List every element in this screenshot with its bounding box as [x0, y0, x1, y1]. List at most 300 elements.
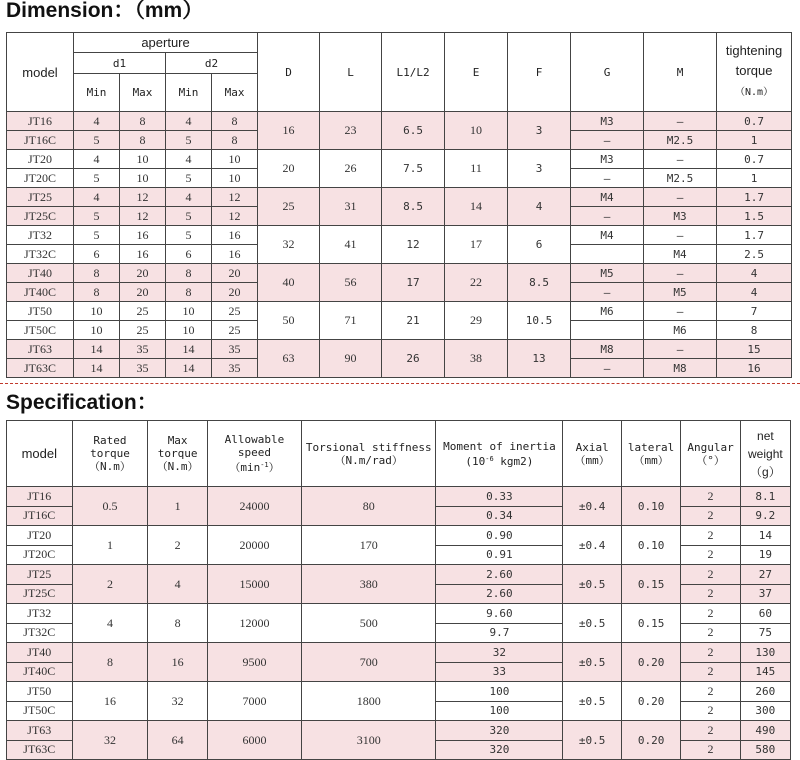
dim-M-cell: —: [644, 226, 717, 245]
spec-row: [7, 526, 791, 546]
dim-d1-min-cell: 5: [74, 169, 120, 188]
spec-inertia-cell: 0.91: [436, 545, 563, 565]
spec-lateral-cell: 0.10: [621, 487, 680, 526]
spec-header-max-label: Max torque: [157, 434, 198, 460]
dim-d2-max-cell: 12: [212, 188, 258, 207]
dim-L1L2-cell: 6.5: [382, 112, 445, 150]
specification-heading: Specification：: [6, 391, 158, 414]
spec-header-model: model: [7, 421, 73, 487]
spec-weight-cell: 9.2: [740, 506, 790, 526]
dim-d2-max-cell: 8: [212, 112, 258, 131]
spec-header-rated-label: Rated torque: [90, 434, 130, 460]
spec-rated-cell: 16: [72, 682, 148, 721]
spec-header-weight-label: net weight: [748, 428, 783, 461]
spec-model-cell: JT63: [7, 721, 73, 741]
dim-torque-cell: 15: [717, 340, 792, 359]
dim-header-D: D: [258, 33, 320, 112]
dim-d2-max-cell: 16: [212, 245, 258, 264]
spec-max-cell: 2: [148, 526, 207, 565]
dim-M-cell: —: [644, 188, 717, 207]
spec-inertia-cell: 0.34: [436, 506, 563, 526]
dim-G-cell: —: [571, 207, 644, 226]
dim-d2-max-cell: 20: [212, 283, 258, 302]
dim-G-cell: —: [571, 169, 644, 188]
spec-header-axial: [563, 421, 621, 487]
spec-stiffness-cell: 170: [302, 526, 436, 565]
spec-header-inertia-unit: ($10^{-6}$ kgm2): [465, 454, 534, 468]
spec-inertia-cell: 33: [436, 662, 563, 682]
dim-row: [7, 264, 792, 283]
spec-max-cell: 64: [148, 721, 207, 760]
dim-model-cell: JT16: [7, 112, 74, 131]
spec-stiffness-cell: 80: [302, 487, 436, 526]
spec-model-cell: JT16C: [7, 506, 73, 526]
dim-d1-max-cell: 12: [120, 207, 166, 226]
spec-stiffness-cell: 1800: [302, 682, 436, 721]
spec-max-cell: 8: [148, 604, 207, 643]
spec-row: [7, 643, 791, 663]
spec-row: [7, 604, 791, 624]
dim-d2-min-cell: 14: [166, 359, 212, 378]
dim-d2-min-cell: 5: [166, 207, 212, 226]
spec-model-cell: JT40: [7, 643, 73, 663]
dim-d2-max-cell: 20: [212, 264, 258, 283]
dim-F-cell: 4: [508, 188, 571, 226]
spec-lateral-cell: 0.20: [621, 682, 680, 721]
dim-d1-min-cell: 4: [74, 150, 120, 169]
dim-header-E: E: [445, 33, 508, 112]
dim-d1-max-cell: 16: [120, 245, 166, 264]
dim-torque-cell: 1.7: [717, 226, 792, 245]
dim-d2-min-cell: 5: [166, 169, 212, 188]
spec-model-cell: JT32: [7, 604, 73, 624]
dim-row: [7, 188, 792, 207]
dimension-heading: Dimension：（mm）: [6, 0, 204, 22]
spec-inertia-cell: 0.90: [436, 526, 563, 546]
spec-weight-cell: 490: [740, 721, 790, 741]
dim-header-d2-max: Max: [212, 74, 258, 112]
dim-d2-min-cell: 8: [166, 264, 212, 283]
dim-header-d2: d2: [166, 53, 258, 74]
dim-model-cell: JT25: [7, 188, 74, 207]
spec-max-cell: 16: [148, 643, 207, 682]
dim-header-d1-min: Min: [74, 74, 120, 112]
dim-F-cell: 13: [508, 340, 571, 378]
dim-row: [7, 340, 792, 359]
spec-angular-cell: 2: [681, 701, 740, 721]
dim-D-cell: 25: [258, 188, 320, 226]
spec-angular-cell: 2: [681, 643, 740, 663]
dim-E-cell: 11: [445, 150, 508, 188]
spec-weight-cell: 300: [740, 701, 790, 721]
spec-axial-cell: ±0.5: [563, 682, 621, 721]
dim-d1-max-cell: 25: [120, 321, 166, 340]
spec-row: [7, 682, 791, 702]
dim-d1-max-cell: 10: [120, 169, 166, 188]
spec-model-cell: JT16: [7, 487, 73, 507]
dim-L-cell: 23: [320, 112, 382, 150]
dim-d2-max-cell: 25: [212, 321, 258, 340]
dim-d1-min-cell: 5: [74, 207, 120, 226]
spec-weight-cell: 580: [740, 740, 790, 760]
dim-model-cell: JT20C: [7, 169, 74, 188]
dim-d1-max-cell: 35: [120, 340, 166, 359]
spec-lateral-cell: 0.15: [621, 565, 680, 604]
dim-header-model: model: [7, 33, 74, 112]
dim-d1-min-cell: 5: [74, 226, 120, 245]
dim-d2-min-cell: 4: [166, 188, 212, 207]
dim-D-cell: 40: [258, 264, 320, 302]
dim-M-cell: M3: [644, 207, 717, 226]
dim-G-cell: M4: [571, 226, 644, 245]
spec-weight-cell: 60: [740, 604, 790, 624]
dim-d1-max-cell: 16: [120, 226, 166, 245]
dim-F-cell: 10.5: [508, 302, 571, 340]
spec-angular-cell: 2: [681, 604, 740, 624]
spec-stiffness-cell: 500: [302, 604, 436, 643]
dim-d2-max-cell: 10: [212, 150, 258, 169]
dim-d1-min-cell: 8: [74, 283, 120, 302]
dim-F-cell: 6: [508, 226, 571, 264]
dim-d2-max-cell: 10: [212, 169, 258, 188]
dim-E-cell: 38: [445, 340, 508, 378]
dim-model-cell: JT32: [7, 226, 74, 245]
spec-weight-cell: 130: [740, 643, 790, 663]
spec-stiffness-cell: 3100: [302, 721, 436, 760]
dim-d1-min-cell: 10: [74, 302, 120, 321]
spec-row: [7, 721, 791, 741]
dim-G-cell: M8: [571, 340, 644, 359]
spec-header-max-unit: （N.m）: [156, 460, 199, 473]
spec-header-max: [148, 421, 207, 487]
spec-angular-cell: 2: [681, 682, 740, 702]
dim-L1L2-cell: 26: [382, 340, 445, 378]
dim-G-cell: M3: [571, 150, 644, 169]
dim-M-cell: M8: [644, 359, 717, 378]
spec-stiffness-cell: 700: [302, 643, 436, 682]
dim-d1-max-cell: 12: [120, 188, 166, 207]
dim-E-cell: 10: [445, 112, 508, 150]
spec-inertia-cell: 320: [436, 740, 563, 760]
dim-M-cell: —: [644, 340, 717, 359]
dim-E-cell: 14: [445, 188, 508, 226]
dim-header-aperture: aperture: [74, 33, 258, 53]
dim-M-cell: M5: [644, 283, 717, 302]
spec-speed-cell: 6000: [207, 721, 301, 760]
dim-d2-max-cell: 35: [212, 340, 258, 359]
spec-weight-cell: 14: [740, 526, 790, 546]
dim-L1L2-cell: 21: [382, 302, 445, 340]
spec-lateral-cell: 0.10: [621, 526, 680, 565]
dim-d1-min-cell: 4: [74, 112, 120, 131]
dim-G-cell: M3: [571, 112, 644, 131]
dim-d1-max-cell: 20: [120, 264, 166, 283]
dim-header-torque-label: tightening torque: [725, 43, 783, 78]
spec-header-axial-unit: （mm）: [574, 453, 610, 467]
spec-angular-cell: 2: [681, 662, 740, 682]
spec-header-weight: [740, 421, 790, 487]
spec-header-angular: [681, 421, 740, 487]
dim-D-cell: 20: [258, 150, 320, 188]
spec-header-speed-label: Allowable speed: [224, 433, 285, 459]
dim-L1L2-cell: 7.5: [382, 150, 445, 188]
dim-header-L: L: [320, 33, 382, 112]
spec-speed-cell: 9500: [207, 643, 301, 682]
dim-header-d2-min: Min: [166, 74, 212, 112]
dim-torque-cell: 0.7: [717, 112, 792, 131]
spec-model-cell: JT32C: [7, 623, 73, 643]
specification-table: [6, 420, 791, 760]
spec-inertia-cell: 100: [436, 682, 563, 702]
spec-angular-cell: 2: [681, 526, 740, 546]
dim-header-F: F: [508, 33, 571, 112]
dim-d2-min-cell: 4: [166, 112, 212, 131]
dim-d1-min-cell: 10: [74, 321, 120, 340]
dim-M-cell: —: [644, 150, 717, 169]
dim-E-cell: 17: [445, 226, 508, 264]
spec-header-angular-unit: （°）: [696, 453, 725, 467]
spec-speed-cell: 12000: [207, 604, 301, 643]
dim-L1L2-cell: 12: [382, 226, 445, 264]
dim-d2-min-cell: 5: [166, 226, 212, 245]
dim-G-cell: [571, 245, 644, 264]
spec-inertia-cell: 9.60: [436, 604, 563, 624]
dim-M-cell: M6: [644, 321, 717, 340]
dim-d2-min-cell: 10: [166, 302, 212, 321]
spec-stiffness-cell: 380: [302, 565, 436, 604]
spec-angular-cell: 2: [681, 545, 740, 565]
spec-header-stiffness: [302, 421, 436, 487]
dim-F-cell: 8.5: [508, 264, 571, 302]
dim-model-cell: JT40: [7, 264, 74, 283]
dim-D-cell: 63: [258, 340, 320, 378]
spec-angular-cell: 2: [681, 721, 740, 741]
dim-header-L1L2: L1/L2: [382, 33, 445, 112]
spec-rated-cell: 1: [72, 526, 148, 565]
dim-d2-min-cell: 8: [166, 283, 212, 302]
dim-model-cell: JT63: [7, 340, 74, 359]
spec-weight-cell: 19: [740, 545, 790, 565]
dim-torque-cell: 0.7: [717, 150, 792, 169]
spec-axial-cell: ±0.5: [563, 604, 621, 643]
dim-torque-cell: 8: [717, 321, 792, 340]
dim-row: [7, 226, 792, 245]
spec-axial-cell: ±0.5: [563, 643, 621, 682]
dim-row: [7, 150, 792, 169]
spec-rated-cell: 2: [72, 565, 148, 604]
spec-inertia-cell: 0.33: [436, 487, 563, 507]
dim-header-torque: [717, 33, 792, 112]
dim-d2-min-cell: 6: [166, 245, 212, 264]
spec-inertia-cell: 320: [436, 721, 563, 741]
dim-d1-max-cell: 8: [120, 131, 166, 150]
dim-F-cell: 3: [508, 112, 571, 150]
spec-inertia-cell: 32: [436, 643, 563, 663]
dim-torque-cell: 1: [717, 131, 792, 150]
dim-G-cell: —: [571, 131, 644, 150]
spec-angular-cell: 2: [681, 506, 740, 526]
spec-axial-cell: ±0.4: [563, 487, 621, 526]
spec-max-cell: 1: [148, 487, 207, 526]
dim-row: [7, 112, 792, 131]
dim-torque-cell: 2.5: [717, 245, 792, 264]
section-divider: [0, 383, 800, 384]
spec-angular-cell: 2: [681, 584, 740, 604]
spec-angular-cell: 2: [681, 565, 740, 585]
dim-G-cell: —: [571, 359, 644, 378]
dim-d2-min-cell: 5: [166, 131, 212, 150]
spec-speed-cell: 7000: [207, 682, 301, 721]
dim-d2-max-cell: 8: [212, 131, 258, 150]
spec-max-cell: 32: [148, 682, 207, 721]
dim-d2-max-cell: 25: [212, 302, 258, 321]
spec-rated-cell: 0.5: [72, 487, 148, 526]
dim-L-cell: 31: [320, 188, 382, 226]
dim-F-cell: 3: [508, 150, 571, 188]
dim-header-torque-unit: （N.m）: [735, 87, 774, 98]
dim-d2-max-cell: 16: [212, 226, 258, 245]
dim-d1-min-cell: 8: [74, 264, 120, 283]
dim-L1L2-cell: 17: [382, 264, 445, 302]
dim-header-d1: d1: [74, 53, 166, 74]
dim-d1-max-cell: 35: [120, 359, 166, 378]
dim-M-cell: M4: [644, 245, 717, 264]
dim-model-cell: JT32C: [7, 245, 74, 264]
dim-M-cell: M2.5: [644, 169, 717, 188]
spec-model-cell: JT25C: [7, 584, 73, 604]
dim-d2-max-cell: 35: [212, 359, 258, 378]
spec-speed-cell: 15000: [207, 565, 301, 604]
dim-header-d1-max: Max: [120, 74, 166, 112]
spec-header-rated: [72, 421, 148, 487]
dim-torque-cell: 4: [717, 264, 792, 283]
spec-header-stiffness-unit: （N.m/rad）: [334, 453, 403, 467]
spec-weight-cell: 27: [740, 565, 790, 585]
spec-header-stiffness-label: Torsional stiffness: [305, 440, 432, 454]
dim-d1-max-cell: 10: [120, 150, 166, 169]
spec-model-cell: JT50: [7, 682, 73, 702]
dim-model-cell: JT20: [7, 150, 74, 169]
dim-header-M: M: [644, 33, 717, 112]
spec-lateral-cell: 0.15: [621, 604, 680, 643]
spec-header-lateral-label: lateral: [627, 440, 675, 454]
dim-L-cell: 71: [320, 302, 382, 340]
spec-model-cell: JT50C: [7, 701, 73, 721]
dim-D-cell: 32: [258, 226, 320, 264]
spec-rated-cell: 32: [72, 721, 148, 760]
spec-inertia-cell: 2.60: [436, 565, 563, 585]
spec-axial-cell: ±0.5: [563, 721, 621, 760]
spec-rated-cell: 4: [72, 604, 148, 643]
spec-inertia-cell: 2.60: [436, 584, 563, 604]
spec-weight-cell: 8.1: [740, 487, 790, 507]
spec-header-lateral-unit: （mm）: [633, 453, 669, 467]
spec-weight-cell: 145: [740, 662, 790, 682]
spec-header-lateral: [621, 421, 680, 487]
dim-d1-max-cell: 25: [120, 302, 166, 321]
dim-model-cell: JT50: [7, 302, 74, 321]
dim-model-cell: JT50C: [7, 321, 74, 340]
dim-G-cell: [571, 321, 644, 340]
spec-model-cell: JT25: [7, 565, 73, 585]
dim-E-cell: 29: [445, 302, 508, 340]
dim-d1-min-cell: 5: [74, 131, 120, 150]
dim-torque-cell: 1.7: [717, 188, 792, 207]
spec-axial-cell: ±0.5: [563, 565, 621, 604]
spec-model-cell: JT63C: [7, 740, 73, 760]
spec-header-angular-label: Angular: [687, 440, 734, 454]
dim-d2-min-cell: 10: [166, 321, 212, 340]
dim-torque-cell: 16: [717, 359, 792, 378]
dimension-table: [6, 32, 792, 378]
dim-d1-min-cell: 14: [74, 359, 120, 378]
spec-weight-cell: 260: [740, 682, 790, 702]
spec-inertia-cell: 9.7: [436, 623, 563, 643]
spec-angular-cell: 2: [681, 623, 740, 643]
spec-lateral-cell: 0.20: [621, 643, 680, 682]
spec-angular-cell: 2: [681, 740, 740, 760]
dim-model-cell: JT16C: [7, 131, 74, 150]
dim-L-cell: 56: [320, 264, 382, 302]
spec-row: [7, 487, 791, 507]
dim-d1-max-cell: 20: [120, 283, 166, 302]
dim-d1-min-cell: 14: [74, 340, 120, 359]
dim-torque-cell: 1.5: [717, 207, 792, 226]
spec-header-inertia-label: Moment of inertia: [443, 439, 556, 453]
dim-L1L2-cell: 8.5: [382, 188, 445, 226]
spec-header-weight-unit: （g）: [750, 464, 781, 479]
spec-rated-cell: 8: [72, 643, 148, 682]
dim-torque-cell: 1: [717, 169, 792, 188]
spec-header-rated-unit: （N.m）: [89, 460, 131, 473]
dim-D-cell: 50: [258, 302, 320, 340]
spec-max-cell: 4: [148, 565, 207, 604]
dim-model-cell: JT63C: [7, 359, 74, 378]
dim-model-cell: JT40C: [7, 283, 74, 302]
dim-E-cell: 22: [445, 264, 508, 302]
dim-header-G: G: [571, 33, 644, 112]
spec-header-axial-label: Axial: [575, 440, 609, 454]
spec-header-speed: [207, 421, 301, 487]
dim-d1-max-cell: 8: [120, 112, 166, 131]
spec-speed-cell: 20000: [207, 526, 301, 565]
spec-model-cell: JT20C: [7, 545, 73, 565]
spec-header-inertia: [436, 421, 563, 487]
dim-G-cell: M4: [571, 188, 644, 207]
spec-angular-cell: 2: [681, 487, 740, 507]
spec-model-cell: JT40C: [7, 662, 73, 682]
spec-lateral-cell: 0.20: [621, 721, 680, 760]
spec-inertia-cell: 100: [436, 701, 563, 721]
spec-speed-cell: 24000: [207, 487, 301, 526]
spec-header-speed-unit: $(\min^{-1})$: [229, 461, 280, 474]
spec-row: [7, 565, 791, 585]
spec-model-cell: JT20: [7, 526, 73, 546]
dim-d2-min-cell: 14: [166, 340, 212, 359]
dim-row: [7, 302, 792, 321]
dim-M-cell: M2.5: [644, 131, 717, 150]
dim-d2-min-cell: 4: [166, 150, 212, 169]
dim-G-cell: M5: [571, 264, 644, 283]
dim-M-cell: —: [644, 112, 717, 131]
dim-G-cell: —: [571, 283, 644, 302]
dim-L-cell: 90: [320, 340, 382, 378]
spec-weight-cell: 37: [740, 584, 790, 604]
dim-d1-min-cell: 4: [74, 188, 120, 207]
dim-model-cell: JT25C: [7, 207, 74, 226]
dim-M-cell: —: [644, 264, 717, 283]
spec-weight-cell: 75: [740, 623, 790, 643]
